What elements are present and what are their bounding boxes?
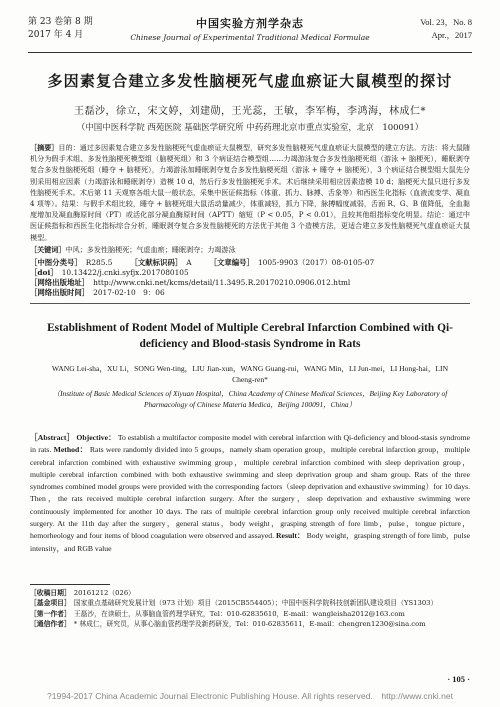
- abstract-cn: [30, 142, 470, 255]
- date-cn: 2017 年 4 月: [28, 30, 84, 40]
- footnote-text: 王磊沙，在读硕士，从事脑血管药理学研究，Tel：010-62835610，E-mail：wangleisha2012@163.com: [73, 609, 405, 618]
- footnote-label: ［基金项目］: [30, 599, 71, 608]
- footnote-first-author: [30, 609, 470, 619]
- footnote-corresponding-author: [30, 619, 470, 629]
- online-address-value[interactable]: http://www.cnki.net/kcms/detail/11.3495.R.20170210.0906.012.html: [93, 278, 351, 287]
- affiliation-en: （Institute of Basic Medical Sciences of Xiyuan Hospital，China Academy of Chinese Medical Sciences，Beijing Key Laboratory of Pharmacology of Chinese Materia Medica，Beijing 100091，China）: [52, 389, 448, 409]
- objective-label: Objective：: [76, 433, 116, 442]
- volume-cn: 第 23 卷第 8 期: [28, 17, 93, 27]
- online-address-label: ［网络出版地址］: [30, 278, 90, 287]
- authors-cn: 王磊沙，徐立，宋文婷，刘建勋，王光蕊，王敏，李军梅，李鸿海，林成仁*: [74, 106, 426, 117]
- affiliation-cn: （中国中医科学院 西苑医院 基础医学研究所 中药药理北京市重点实验室，北京 100091）: [76, 123, 424, 133]
- doc-code-label: ［文献标识码］: [130, 258, 183, 267]
- online-date-label: ［网络出版时间］: [30, 288, 90, 297]
- keywords-cn-label: ［关键词］: [30, 244, 66, 254]
- volume-en: Vol. 23，No. 8: [420, 17, 472, 27]
- page-number: · 105 ·: [447, 674, 470, 684]
- running-header: [28, 14, 472, 52]
- online-address-row: [30, 278, 470, 288]
- result-text: Body weight，grasping strength of fore limb，pulse intensity，and RGB value: [30, 531, 470, 553]
- metadata-block: [30, 258, 470, 298]
- footnote-text: * 林成仁，研究员，从事心脑血管药理学及新药研发，Tel：010-62835611，E-mail：chengren1230@sina.com: [73, 619, 426, 628]
- footnote-funding: [30, 598, 470, 608]
- authors-en: WANG Lei-sha，XU Li，SONG Wen-ting，LIU Jian-xun，WANG Guang-rui，WANG Min，LI Jun-mei，LI Hong-hai，LIN Cheng-ren*: [51, 364, 449, 384]
- header-center: [28, 15, 472, 42]
- footnote-label: ［收稿日期］: [30, 589, 71, 597]
- result-label: Result：: [276, 531, 305, 541]
- journal-name-cn: 中国实验方剂学杂志: [196, 17, 304, 30]
- clc-label: ［中图分类号］: [30, 258, 82, 267]
- footnotes: [30, 588, 470, 629]
- article-number-value: 1005-9903（2017）08-0105-07: [257, 258, 375, 267]
- objective-text: To establish a multifactor composite model with cerebral infarction with Qi-deficiency and blood-stasis syndrome in rats.: [30, 433, 471, 455]
- online-date-value: 2017-02-10 9：06: [93, 288, 165, 297]
- doi-label: ［doi］: [30, 268, 58, 277]
- abstract-en-label: ［Abstract］: [30, 433, 75, 442]
- method-text: Rats were randomly divided into 5 groups，namely sham operation group，multiple cerebral infarction group，multiple cerebral infarction combined with exhaustive swimming group，multiple cerebral infarction combined with sleep deprivation group，multiple cerebral infarction combined with both exhaustive swimming and sleep deprivation group and sham group. Rats of the three syndromes combined model groups were provided with the corresponding factors（sleep deprivation and exhaustive swimming）for 10 days. Then，the rats received multiple cerebral infarction surgery. After the surgery，sleep deprivation and exhaustive swimming were continuously implemented for another 10 days. The rats of multiple cerebral infarction group only received multiple cerebral infarction surgery. At the 11th day after the surgery，general status，body weight，grasping strength of fore limb，pulse，tongue picture，hemorheology and four items of blood coagulation were observed and assayed.: [30, 445, 471, 541]
- date-en: Apr.，2017: [431, 30, 472, 40]
- article-number-label: ［文章编号］: [209, 258, 254, 267]
- header-rule: [28, 52, 472, 53]
- footnote-label: ［通信作者］: [30, 619, 71, 628]
- footnote-rule: [30, 584, 110, 585]
- method-label: Method：: [53, 445, 88, 455]
- abstract-cn-text: 目的：通过多因素复合建立多发性脑梗死气虚血瘀证大鼠模型，研究多发性脑梗死气虚血瘀证大鼠模型的建立方法。方法：将大鼠随机分为假手术组、多发性脑梗死模型组（脑梗死组）和 3 个病证结合模型组……力竭游泳复合多发性脑梗死组（游泳 + 脑梗死），睡眠剥夺复合多发性脑梗死组（睡夺 + 脑梗死），力竭游泳加睡眠剥夺复合多发性脑梗死组（游泳 + 睡夺 + 脑梗死），3 个病证结合模型组大鼠先分别采用相应因素（力竭游泳和睡眠剥夺）造模 10 d，然后行多发性脑梗死手术。术后继续采用相应因素造模 10 d；脑梗死大鼠只进行多发性脑梗死手术。术后第 11 天观察各组大鼠一般状态，采集中医证候指标（体重、抓力、脉搏、舌象等）和西医生化指标（血液流变学、凝血 4 项等）。结果：与假手术组比较，睡夺 + 脑梗死组大鼠活动量减少，体重减轻，抓力下降，脉搏幅度减弱，舌面 R、G、B 值降低，全血黏度增加及凝血酶原时间（PT）或活化部分凝血酶原时间（APTT）缩短（P < 0.05，P < 0.01），且较其他组指标变化明显。结论：通过中医证候指标和西医生化指标综合分析，睡眠剥夺复合多发性脑梗死的方法优于其他 3 个造模方法，更适合建立多发性脑梗死气虚血瘀证大鼠模型。: [30, 143, 470, 242]
- metadata-rule: [30, 303, 470, 304]
- footnote-text: 20161212（026）: [73, 589, 135, 597]
- doi-row: [30, 268, 470, 278]
- footnote-label: ［第一作者］: [30, 609, 71, 618]
- keywords-cn-text: 中风；多发性脑梗死；气虚血瘀；睡眠剥夺；力竭游泳: [65, 244, 236, 254]
- copyright-notice: ?1994-2017 China Academic Journal Electronic Publishing House. All rights reserved. http://www.cnki.net: [46, 691, 454, 701]
- footnote-text: 国家重点基础研究发展计划（973 计划）项目（2015CB554405）；中国中医科学院科技创新团队建设项目（YS1303）: [73, 599, 438, 608]
- classification-row: [30, 258, 470, 268]
- clc-value: R285.5: [85, 258, 113, 267]
- doc-code-value: A: [186, 258, 192, 267]
- footnote-received: [30, 588, 470, 598]
- article-title-en: Establishment of Rodent Model of Multiple Cerebral Infarction Combined with Qi-deficiency and Blood-stasis Syndrome in Rats: [47, 322, 453, 350]
- abstract-cn-label: ［摘要］: [30, 143, 59, 152]
- journal-name-en: Chinese Journal of Experimental Traditional Medical Formulae: [130, 33, 370, 42]
- keywords-cn: [30, 244, 470, 255]
- doi-value[interactable]: 10.13422/j.cnki.syfjx.2017080105: [61, 268, 189, 277]
- article-title-cn: 多因素复合建立多发性脑梗死气虚血瘀证大鼠模型的探讨: [47, 72, 453, 90]
- header-right: [420, 16, 472, 42]
- abstract-en: [30, 432, 470, 555]
- online-date-row: [30, 288, 470, 298]
